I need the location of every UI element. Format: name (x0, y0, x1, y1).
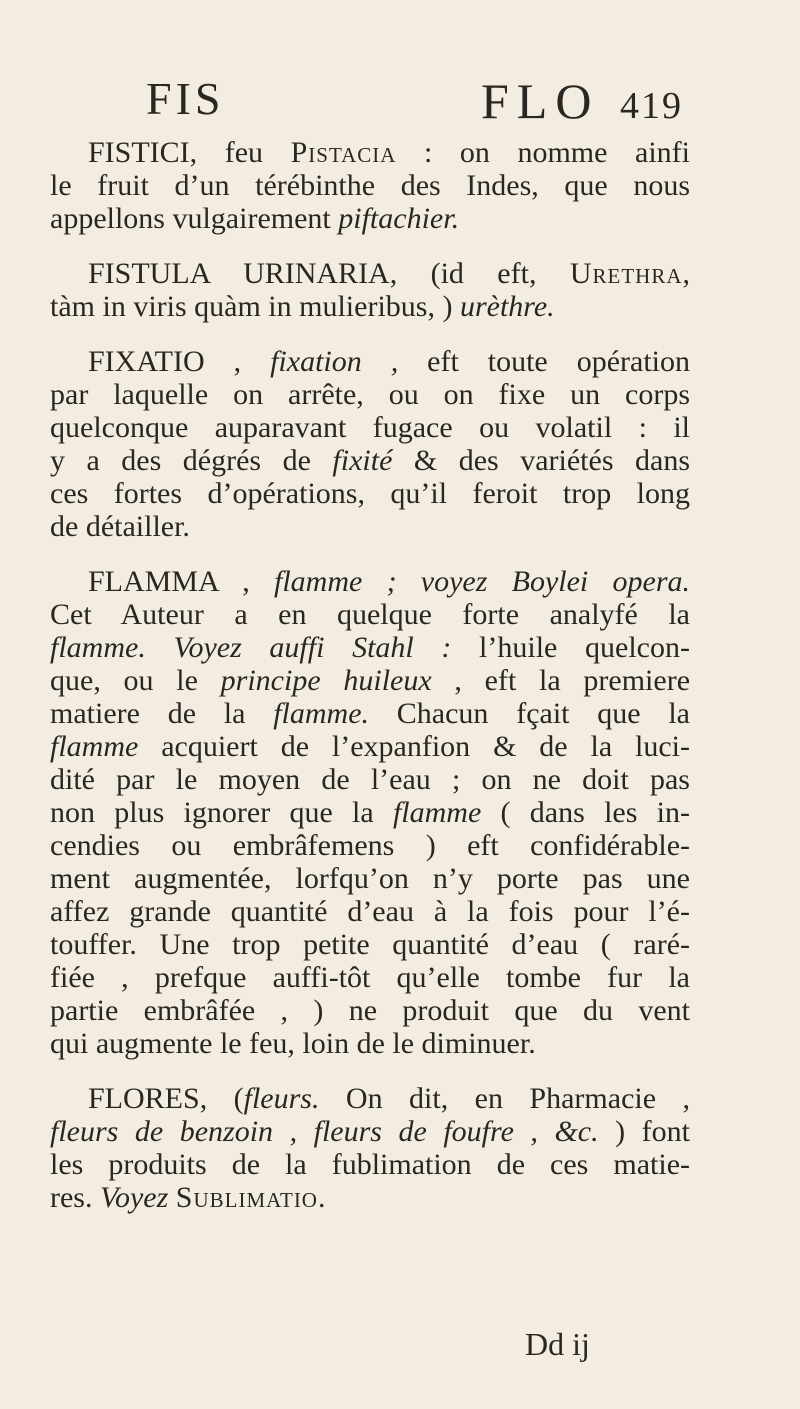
text-segment: On dit, en Pharmacie , (319, 1082, 690, 1115)
text-line (50, 565, 690, 598)
italic-text: urèthre. (459, 290, 555, 323)
text-line (50, 1148, 690, 1181)
dictionary-entry (50, 136, 690, 235)
text-segment: FISTICI, feu (88, 136, 291, 169)
text-segment: ( dans les in- (481, 796, 690, 829)
text-line (50, 1115, 690, 1148)
italic-text: flamme ; voyez Boylei opera. (274, 565, 690, 598)
italic-text: flamme. Voyez auffi Stahl : (50, 631, 452, 664)
text-segment: Cet Auteur a en quelque forte analyfé la (50, 598, 690, 631)
small-caps-text: Sublimatio. (175, 1181, 327, 1214)
text-segment: & des variétés dans (392, 444, 690, 477)
text-line (50, 631, 690, 664)
text-segment: matiere de la (50, 697, 274, 730)
dictionary-entry (50, 257, 690, 323)
text-line (50, 444, 690, 477)
text-segment: FLORES, ( (88, 1082, 244, 1115)
page-body (50, 136, 690, 1236)
text-segment: dité par le moyen de l’eau ; on ne doit pas (50, 763, 690, 796)
text-line (50, 796, 690, 829)
text-segment: appellons vulgairement (50, 202, 339, 235)
text-segment: le fruit d’un térébinthe des Indes, que nous (50, 169, 690, 202)
text-segment: l’huile quelcon- (451, 631, 690, 664)
text-line (50, 1181, 690, 1214)
signature-mark: Dd ij (525, 1326, 590, 1362)
italic-text: principe huileux (220, 664, 432, 697)
text-line (50, 136, 690, 169)
text-line (50, 862, 690, 895)
text-line (50, 257, 690, 290)
text-segment (168, 1181, 176, 1214)
header-left-word: FIS (146, 73, 225, 124)
italic-text: flamme. (273, 697, 370, 730)
running-header (0, 72, 800, 132)
text-segment: res. (50, 1181, 100, 1214)
text-segment: ment augmentée, lorfqu’on n’y porte pas une (50, 862, 690, 895)
text-line (50, 598, 690, 631)
text-segment: Chacun fçait que la (369, 697, 690, 730)
text-segment: ces fortes d’opérations, qu’il feroit trop long (50, 477, 690, 510)
text-segment: que, ou le (50, 664, 221, 697)
text-segment: affez grande quantité d’eau à la fois pour l’é- (50, 895, 690, 928)
text-segment: eft toute opération (398, 345, 690, 378)
text-segment: acquiert de l’expanfion & de la luci- (138, 730, 690, 763)
text-segment: ) font (598, 1115, 690, 1148)
text-segment: de détailler. (50, 510, 190, 543)
italic-text: fleurs de benzoin , fleurs de foufre , &c. (50, 1115, 599, 1148)
text-line (50, 477, 690, 510)
text-segment: : on nomme ainfi (396, 136, 690, 169)
text-segment: y a des dégrés de (50, 444, 333, 477)
text-line (50, 961, 690, 994)
text-line (50, 202, 690, 235)
text-line (50, 345, 690, 378)
text-segment: les produits de la fublimation de ces matie- (50, 1148, 690, 1181)
text-line (50, 411, 690, 444)
text-line (50, 664, 690, 697)
italic-text: flamme (392, 796, 482, 829)
text-line (50, 169, 690, 202)
text-segment: FISTULA URINARIA, (id eft, (88, 257, 570, 290)
text-line (50, 378, 690, 411)
small-caps-text: Pistacia (290, 136, 397, 169)
text-line (50, 730, 690, 763)
text-segment: , eft la premiere (431, 664, 691, 697)
italic-text: fixité (332, 444, 393, 477)
text-line (50, 1027, 690, 1060)
text-line (50, 1082, 690, 1115)
italic-text: fleurs. (243, 1082, 320, 1115)
text-line (50, 697, 690, 730)
header-right (481, 72, 683, 130)
small-caps-text: Urethra (569, 257, 683, 290)
text-segment: fiée , prefque auffi-tôt qu’elle tombe fur la (50, 961, 690, 994)
header-right-word: FLO (481, 73, 600, 129)
text-segment: par laquelle on arrête, ou on fixe un corps (50, 378, 690, 411)
text-segment: qui augmente le feu, loin de le diminuer. (50, 1027, 536, 1060)
text-segment: quelconque auparavant fugace ou volatil : il (50, 411, 690, 444)
text-segment: , (682, 257, 690, 290)
italic-text: flamme (50, 730, 139, 763)
text-line (50, 994, 690, 1027)
text-segment: cendies ou embrâfemens ) eft confidérable- (50, 829, 690, 862)
italic-text: Voyez (99, 1181, 169, 1214)
text-line (50, 928, 690, 961)
text-segment: FLAMMA , (88, 565, 275, 598)
text-line (50, 895, 690, 928)
dictionary-entry (50, 345, 690, 543)
text-line (50, 829, 690, 862)
text-line (50, 290, 690, 323)
dictionary-entry (50, 565, 690, 1060)
text-segment: touffer. Une trop petite quantité d’eau ( raré- (50, 928, 690, 961)
text-line (50, 510, 690, 543)
italic-text: fixation , (270, 345, 399, 378)
text-segment: tàm in viris quàm in mulieribus, ) (50, 290, 460, 323)
text-segment: partie embrâfée , ) ne produit que du vent (50, 994, 690, 1027)
text-segment: FIXATIO , (88, 345, 271, 378)
dictionary-entry (50, 1082, 690, 1214)
page-number: 419 (619, 85, 683, 127)
italic-text: piftachier. (338, 202, 460, 235)
text-line (50, 763, 690, 796)
text-segment: non plus ignorer que la (50, 796, 393, 829)
